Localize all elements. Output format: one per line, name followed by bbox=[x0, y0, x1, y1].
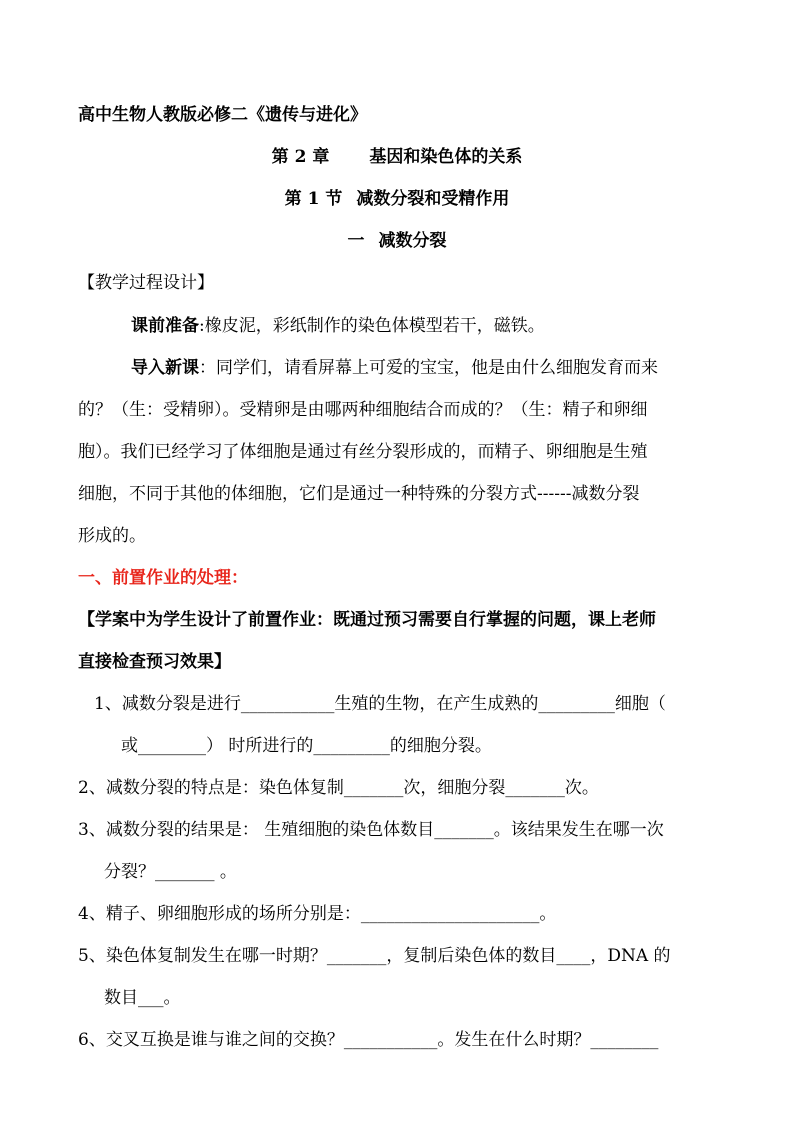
preview-note-line-2: 直接检查预习效果】 bbox=[78, 652, 231, 672]
chapter-number: 第 2 章 bbox=[271, 147, 330, 167]
question-4: 4、精子、卵细胞形成的场所分别是：_____________________。 bbox=[78, 904, 557, 924]
intro-line-5: 形成的。 bbox=[78, 526, 146, 546]
question-5-line-1: 5、染色体复制发生在哪一时期？_______，复制后染色体的数目____，DNA 的 bbox=[78, 946, 671, 966]
book-title: 高中生物人教版必修二《遗传与进化》 bbox=[78, 105, 367, 125]
question-3-line-1: 3、减数分裂的结果是： 生殖细胞的染色体数目_______。该结果发生在哪一次 bbox=[78, 820, 664, 840]
question-2: 2、减数分裂的特点是：染色体复制_______次，细胞分裂_______次。 bbox=[78, 778, 599, 798]
section-title: 减数分裂和受精作用 bbox=[356, 189, 510, 209]
question-6: 6、交叉互换是谁与谁之间的交换？___________。发生在什么时期？________ bbox=[78, 1030, 659, 1050]
intro-line-1 bbox=[131, 356, 658, 380]
prep-text: :橡皮泥，彩纸制作的染色体模型若干，磁铁。 bbox=[199, 316, 545, 336]
subsection-title: 减数分裂 bbox=[378, 231, 447, 251]
section-number: 第 1 节 bbox=[284, 189, 343, 209]
question-5-line-2: 数目___。 bbox=[104, 988, 181, 1008]
question-1-line-2: 或________） 时所进行的_________的细胞分裂。 bbox=[121, 736, 492, 756]
question-1-line-1: 1、减数分裂是进行___________生殖的生物，在产生成熟的_________细胞（ bbox=[94, 694, 666, 714]
design-heading: 【教学过程设计】 bbox=[78, 273, 214, 293]
section-heading bbox=[0, 187, 794, 211]
prep-paragraph bbox=[131, 314, 545, 338]
intro-text: ：同学们，请看屏幕上可爱的宝宝，他是由什么细胞发育而来 bbox=[199, 358, 658, 378]
subsection-heading bbox=[0, 229, 794, 253]
intro-line-4: 细胞，不同于其他的体细胞，它们是通过一种特殊的分裂方式------减数分裂 bbox=[78, 484, 640, 504]
chapter-title: 基因和染色体的关系 bbox=[369, 147, 523, 167]
intro-line-3: 胞）。我们已经学习了体细胞是通过有丝分裂形成的，而精子、卵细胞是生殖 bbox=[78, 442, 648, 462]
chapter-heading bbox=[0, 145, 794, 169]
prep-label: 课前准备 bbox=[131, 316, 199, 336]
preview-heading: 一、前置作业的处理： bbox=[78, 568, 248, 588]
intro-label: 导入新课 bbox=[131, 358, 199, 378]
preview-note-line-1: 【学案中为学生设计了前置作业：既通过预习需要自行掌握的问题，课上老师 bbox=[78, 610, 656, 630]
subsection-number: 一 bbox=[347, 231, 365, 251]
intro-line-2: 的？（生：受精卵）。受精卵是由哪两种细胞结合而成的？（生：精子和卵细 bbox=[78, 400, 648, 420]
question-3-line-2: 分裂？_______ 。 bbox=[104, 862, 237, 882]
